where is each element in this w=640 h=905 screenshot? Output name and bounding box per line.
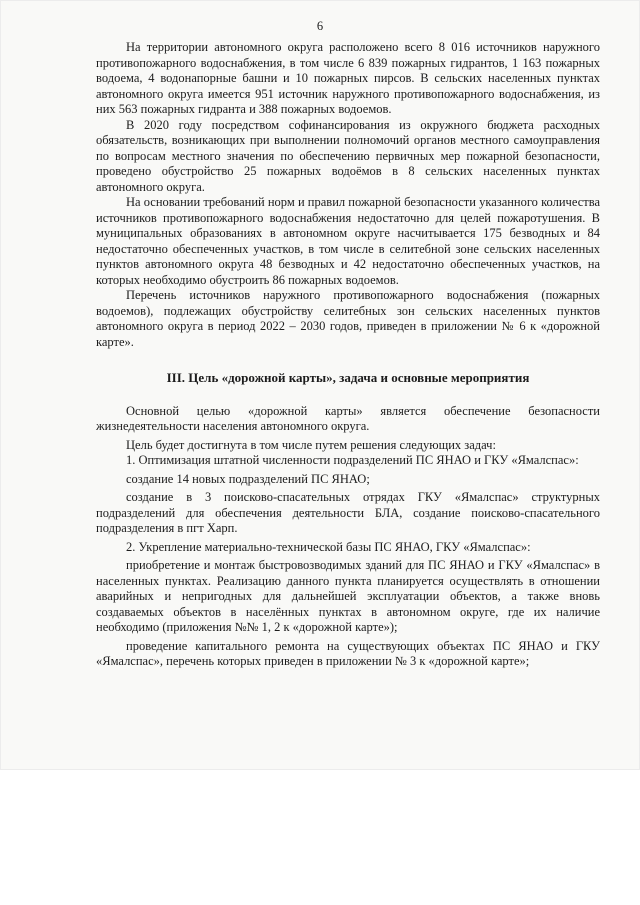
paragraph-task-1-item-1: создание 14 новых подразделений ПС ЯНАО;	[126, 471, 370, 486]
paragraph-task-2-item-1: приобретение и монтаж быстровозводимых зданий для ПС ЯНАО и ГКУ «Ямалспас» в населенных пунктах. Реализацию данного пункта планируется осуществлять в отношении аварийных и непригодных для дальнейшей эксплуатации объектов, а также вновь создаваемых объектов в населённых пунктах в автономном округе, где их наличие необходимо (приложения №№ 1, 2 к «дорожной карте»);	[96, 558, 600, 634]
page-number: 6	[316, 19, 324, 33]
paragraph-insufficiency: На основании требований норм и правил пожарной безопасности указанного количества источников противопожарного водоснабжения недостаточно для целей пожаротушения. В муниципальных образованиях в автономном округе насчитывается 175 безводных и 84 недостаточно обеспеченных участков, в том числе в селитебной зоне сельских населенных пунктов автономного округа 48 безводных и 42 недостаточно обеспеченных участков, на которых необходимо обустроить 86 пожарных водоемов.	[96, 195, 600, 287]
paragraph-task-2: 2. Укрепление материально-технической базы ПС ЯНАО, ГКУ «Ямалспас»:	[126, 539, 531, 554]
paragraph-appendix-6: Перечень источников наружного противопожарного водоснабжения (пожарных водоемов), подлежащих обустройству селитебных зон сельских населенных пунктов автономного округа в период 2022 – 2030 годов, приведен в приложении № 6 к «дорожной карте».	[96, 288, 600, 349]
paragraph-cofinancing: В 2020 году посредством софинансирования из окружного бюджета расходных обязательств, возникающих при выполнении полномочий органов местного самоуправления по вопросам местного значения по обеспечению первичных мер пожарной безопасности, проведено обустройство 25 пожарных водоёмов в 8 сельских населенных пунктах автономного округа.	[96, 117, 600, 194]
paragraph-task-2-item-2: проведение капитального ремонта на существующих объектах ПС ЯНАО и ГКУ «Ямалспас», перечень которых приведен в приложении № 3 к «дорожной карте»;	[96, 638, 600, 668]
section-heading: III. Цель «дорожной карты», задача и основные мероприятия	[166, 370, 530, 385]
document-body	[96, 40, 600, 670]
paragraph-task-1-item-2: создание в 3 поисково-спасательных отрядах ГКУ «Ямалспас» структурных подразделений для обеспечения деятельности БЛА, создание поисково-спасательного подразделения в пгт Харп.	[96, 490, 600, 535]
paragraph-task-1: 1. Оптимизация штатной численности подразделений ПС ЯНАО и ГКУ «Ямалспас»:	[126, 453, 579, 467]
paragraph-main-goal: Основной целью «дорожной карты» является обеспечение безопасности жизнедеятельности населения автономного округа.	[96, 403, 600, 433]
paragraph-tasks-intro: Цель будет достигнута в том числе путем решения следующих задач:	[126, 437, 496, 452]
paragraph-water-sources: На территории автономного округа расположено всего 8 016 источников наружного противопожарного водоснабжения, в том числе 6 839 пожарных гидрантов, 1 163 пожарных водоема, 4 водонапорные башни и 10 пожарных пирсов. В сельских населенных пунктах автономного округа имеется 951 источник наружного противопожарного водоснабжения, из них 563 пожарных гидранта и 388 пожарных водоемов.	[96, 40, 600, 116]
